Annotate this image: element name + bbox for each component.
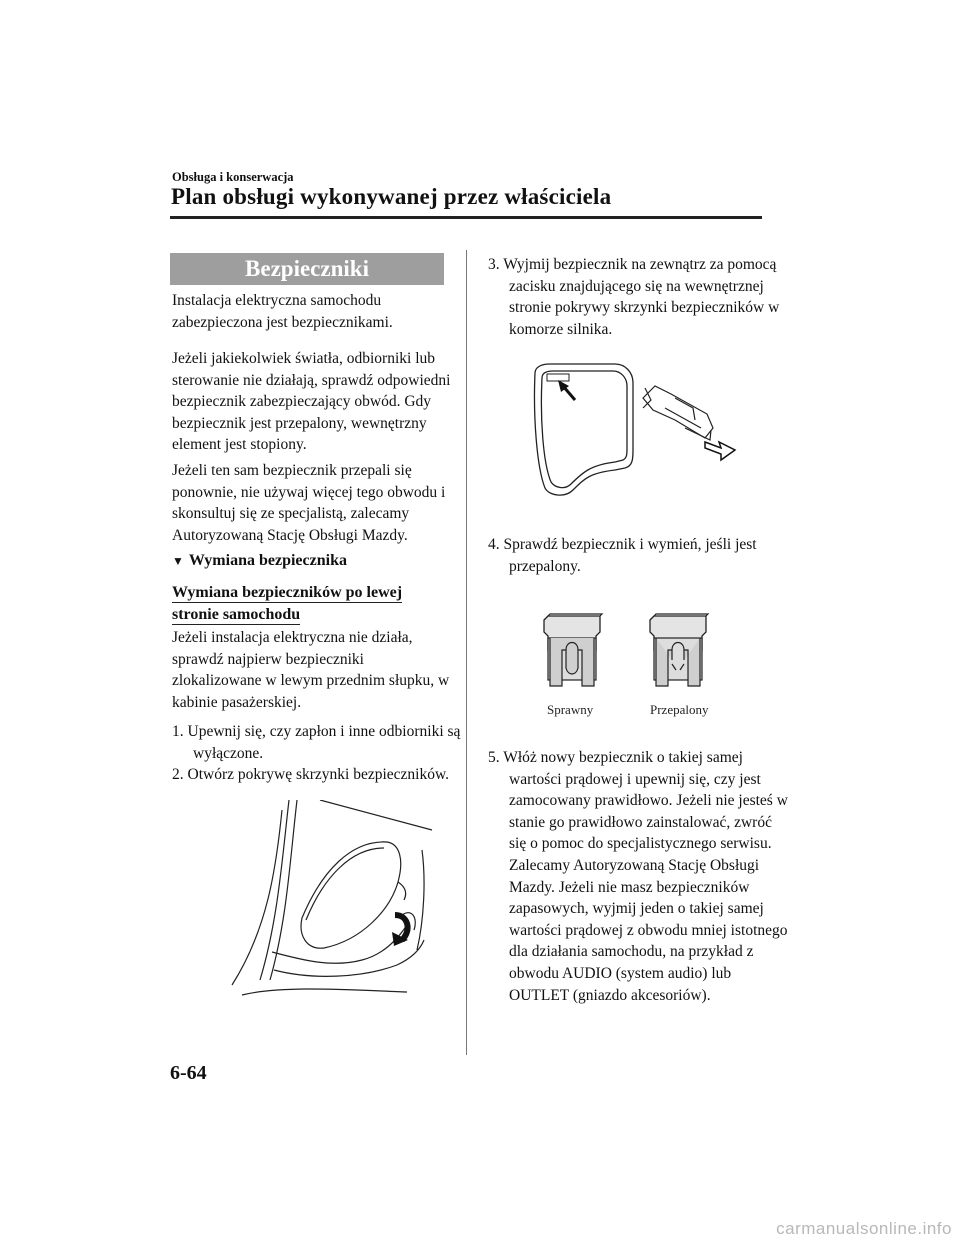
section-label: Obsługa i konserwacja bbox=[172, 170, 294, 184]
subsection-title bbox=[172, 582, 412, 625]
step-4: 4. Sprawdź bezpiecznik i wymień, jeśli jest przepalony. bbox=[488, 536, 757, 575]
step-1: 1. Upewnij się, czy zapłon i inne odbiorniki są wyłączone. bbox=[172, 723, 461, 762]
chapter-title: Plan obsługi wykonywanej przez właściciela bbox=[171, 184, 612, 209]
step-3: 3. Wyjmij bezpiecznik na zewnątrz za pomocą zacisku znajdującego się na wewnętrznej stronie pokrywy skrzynki bezpieczników w komorze silnika. bbox=[488, 256, 780, 338]
header-rule bbox=[170, 216, 762, 219]
triangle-icon: ▼ bbox=[172, 554, 184, 568]
paragraph-repeat-blow: Jeżeli ten sam bezpiecznik przepali się ponownie, nie używaj więcej tego obwodu i skonsultuj się ze specjalistą, zalecamy Autoryzowaną Stację Obsługi Mazdy. bbox=[172, 462, 446, 544]
caption-good: Sprawny bbox=[547, 702, 594, 717]
fuse-blown-icon bbox=[646, 610, 712, 696]
page-number: 6-64 bbox=[170, 1062, 207, 1084]
section-banner: Bezpieczniki bbox=[170, 253, 444, 285]
fusebox-cover-illustration bbox=[212, 800, 442, 1000]
paragraph-left-fuses: Jeżeli instalacja elektryczna nie działa, sprawdź najpierw bezpieczniki zlokalizowane w lewym przednim słupku, w kabinie pasażerskiej. bbox=[172, 629, 450, 711]
caption-blown: Przepalony bbox=[650, 702, 709, 717]
sub-heading-text: Wymiana bezpiecznika bbox=[188, 552, 347, 569]
paragraph-intro: Instalacja elektryczna samochodu zabezpieczona jest bezpiecznikami. bbox=[172, 292, 393, 331]
paragraph-check-fuse: Jeżeli jakiekolwiek światła, odbiorniki lub sterowanie nie działają, sprawdź odpowiedni bezpiecznik zabezpieczający obwód. Gdy bezpiecznik jest przepalony, wewnętrzny element jest stopiony. bbox=[172, 350, 451, 454]
subsection-title-text: Wymiana bezpieczników po lewej stronie samochodu bbox=[172, 584, 403, 623]
fuse-good-icon bbox=[540, 610, 606, 696]
column-divider bbox=[466, 250, 467, 1055]
watermark: carmanualsonline.info bbox=[776, 1219, 952, 1238]
fuse-puller-illustration bbox=[525, 358, 765, 503]
step-5: 5. Włóż nowy bezpiecznik o takiej samej wartości prądowej i upewnij się, czy jest zamocowany prawidłowo. Jeżeli nie jesteś w stanie go prawidłowo zainstalować, zwróć się o pomoc do specjalistycznego serwisu. Zalecamy Autoryzowaną Stację Obsługi Mazdy. Jeżeli nie masz bezpieczników zapasowych, wyjmij jeden o takiej samej wartości prądowej z obwodu mniej istotnego dla działania samochodu, na przykład z obwodu AUDIO (system audio) lub OUTLET (gniazdo akcesoriów). bbox=[488, 749, 788, 1004]
step-2: 2. Otwórz pokrywę skrzynki bezpieczników. bbox=[172, 766, 450, 783]
sub-heading bbox=[172, 552, 347, 570]
